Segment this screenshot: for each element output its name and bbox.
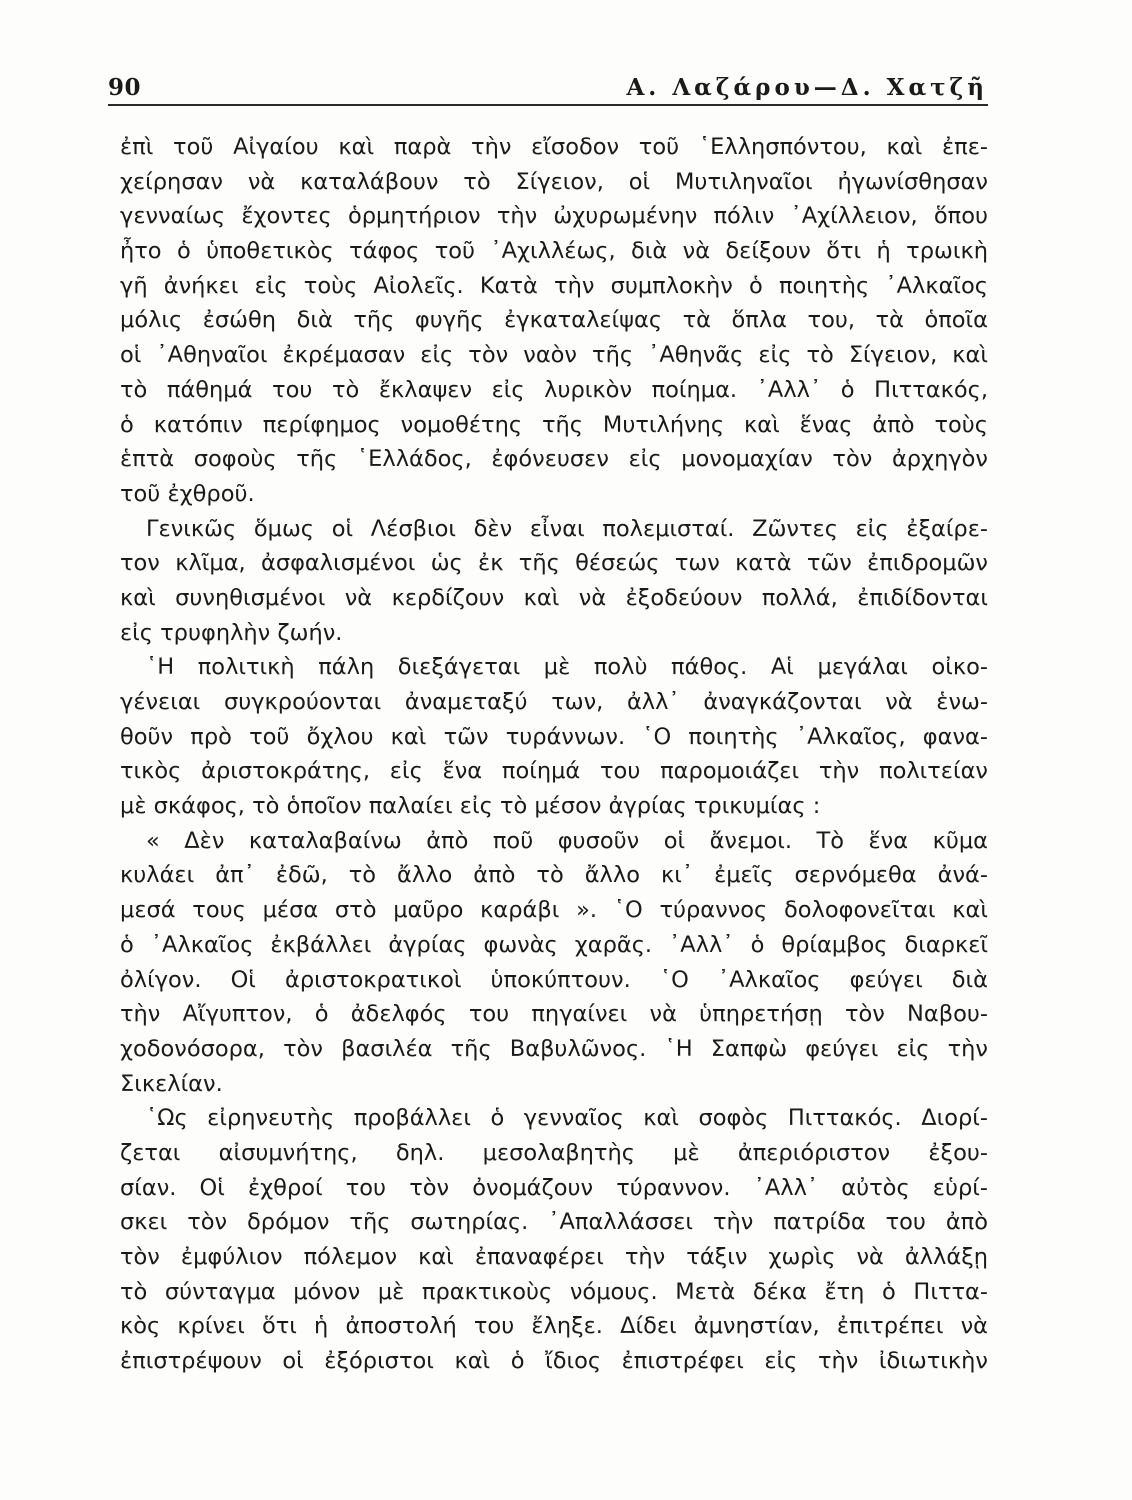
text-line: χοδονόσορα, τὸν βασιλέα τῆς Βαβυλῶνος. ῾Η Σαπφὼ φεύγει εἰς τὴν bbox=[120, 1035, 988, 1062]
text-line: γένειαι συγκρούονται ἀναμεταξύ των, ἀλλ᾿ ἀναγκάζονται νὰ ἑνω- bbox=[120, 689, 988, 715]
text-line: τὴν Αἴγυπτον, ὁ ἀδελφός του πηγαίνει νὰ ὑπηρετήσῃ τὸν Ναβου- bbox=[120, 1001, 988, 1028]
text-line: καὶ συνηθισμένοι νὰ κερδίζουν καὶ νὰ ἐξοδεύουν πολλά, ἐπιδίδονται bbox=[120, 584, 988, 611]
text-line: « Δὲν καταλαβαίνω ἀπὸ ποῦ φυσοῦν οἱ ἄνεμοι. Τὸ ἕνα κῦμα bbox=[146, 827, 988, 854]
running-head: Α. Λαζάρου—Δ. Χατζῆ bbox=[626, 74, 988, 101]
text-line: ἦτο ὁ ὑποθετικὸς τάφος τοῦ ᾿Αχιλλέως, διὰ νὰ δείξουν ὅτι ἡ τρωικὴ bbox=[120, 238, 988, 265]
text-line: τικὸς ἀριστοκράτης, εἰς ἕνα ποίημά του παρομοιάζει τὴν πολιτείαν bbox=[120, 758, 988, 785]
text-line: χείρησαν νὰ καταλάβουν τὸ Σίγειον, οἱ Μυτιληναῖοι ἠγωνίσθησαν bbox=[120, 168, 988, 195]
text-line: Γενικῶς ὅμως οἱ Λέσβιοι δὲν εἶναι πολεμισταί. Ζῶντες εἰς ἐξαίρε- bbox=[146, 515, 988, 542]
text-line: ὁ ᾿Αλκαῖος ἐκβάλλει ἀγρίας φωνὰς χαρᾶς. ᾿Αλλ᾿ ὁ θρίαμβος διαρκεῖ bbox=[120, 931, 988, 958]
text-line: μὲ σκάφος, τὸ ὁποῖον παλαίει εἰς τὸ μέσον ἀγρίας τρικυμίας : bbox=[120, 793, 821, 820]
text-line: οἱ ᾿Αθηναῖοι ἐκρέμασαν εἰς τὸν ναὸν τῆς ᾿Αθηνᾶς εἰς τὸ Σίγειον, καὶ bbox=[120, 342, 988, 369]
text-line: γῆ ἀνήκει εἰς τοὺς Αἰολεῖς. Κατὰ τὴν συμπλοκὴν ὁ ποιητὴς ᾿Αλκαῖος bbox=[120, 272, 988, 299]
page-number: 90 bbox=[108, 74, 142, 101]
body-text bbox=[120, 130, 988, 1379]
text-line: ῾Ως εἰρηνευτὴς προβάλλει ὁ γενναῖος καὶ σοφὸς Πιττακός. Διορί- bbox=[146, 1105, 988, 1132]
text-line: ῾Η πολιτικὴ πάλη διεξάγεται μὲ πολὺ πάθος. Αἱ μεγάλαι οἰκο- bbox=[146, 654, 988, 681]
text-line: ὁ κατόπιν περίφημος νομοθέτης τῆς Μυτιλήνης καὶ ἕνας ἀπὸ τοὺς bbox=[120, 411, 988, 438]
text-line: τὸ σύνταγμα μόνον μὲ πρακτικοὺς νόμους. Μετὰ δέκα ἔτη ὁ Πιττα- bbox=[120, 1278, 988, 1305]
text-line: θοῦν πρὸ τοῦ ὄχλου καὶ τῶν τυράννων. ῾Ο ποιητὴς ᾿Αλκαῖος, φανα- bbox=[120, 723, 988, 750]
text-line: κὸς κρίνει ὅτι ἡ ἀποστολή του ἔληξε. Δίδει ἀμνηστίαν, ἐπιτρέπει νὰ bbox=[120, 1313, 988, 1340]
text-line: τὸν ἐμφύλιον πόλεμον καὶ ἐπαναφέρει τὴν τάξιν χωρὶς νὰ ἀλλάξῃ bbox=[120, 1244, 988, 1270]
text-line: σίαν. Οἱ ἐχθροί του τὸν ὀνομάζουν τύραννον. ᾿Αλλ᾿ αὐτὸς εὑρί- bbox=[120, 1174, 988, 1201]
text-line: σκει τὸν δρόμον τῆς σωτηρίας. ᾿Απαλλάσσει τὴν πατρίδα του ἀπὸ bbox=[120, 1209, 988, 1236]
text-line: τον κλῖμα, ἀσφαλισμένοι ὡς ἐκ τῆς θέσεώς των κατὰ τῶν ἐπιδρομῶν bbox=[120, 550, 988, 577]
text-line: τοῦ ἐχθροῦ. bbox=[120, 480, 255, 507]
text-line: τὸ πάθημά του τὸ ἔκλαψεν εἰς λυρικὸν ποίημα. ᾿Αλλ᾿ ὁ Πιττακός, bbox=[120, 376, 988, 403]
text-line: εἰς τρυφηλὴν ζωήν. bbox=[120, 619, 343, 646]
text-line: γενναίως ἔχοντες ὁρμητήριον τὴν ὠχυρωμένην πόλιν ᾿Αχίλλειον, ὅπου bbox=[120, 203, 988, 230]
text-line: Σικελίαν. bbox=[120, 1070, 223, 1097]
text-line: ὀλίγον. Οἱ ἀριστοκρατικοὶ ὑποκύπτουν. ῾Ο ᾿Αλκαῖος φεύγει διὰ bbox=[120, 966, 988, 993]
text-line: ζεται αἰσυμνήτης, δηλ. μεσολαβητὴς μὲ ἀπεριόριστον ἐξου- bbox=[120, 1139, 988, 1166]
page-header bbox=[108, 70, 988, 106]
text-line: ἐπὶ τοῦ Αἰγαίου καὶ παρὰ τὴν εἴσοδον τοῦ ῾Ελλησπόντου, καὶ ἐπε- bbox=[120, 134, 988, 160]
text-line: μόλις ἐσώθη διὰ τῆς φυγῆς ἐγκαταλείψας τὰ ὅπλα του, τὰ ὁποῖα bbox=[120, 307, 988, 334]
text-line: μεσά τους μέσα στὸ μαῦρο καράβι ». ῾Ο τύραννος δολοφονεῖται καὶ bbox=[120, 897, 988, 924]
text-line: κυλάει ἀπ᾿ ἐδῶ, τὸ ἄλλο ἀπὸ τὸ ἄλλο κι᾿ ἐμεῖς σερνόμεθα ἀνά- bbox=[120, 862, 988, 889]
text-line: ἐπιστρέψουν οἱ ἐξόριστοι καὶ ὁ ἴδιος ἐπιστρέφει εἰς τὴν ἰδιωτικὴν bbox=[120, 1348, 988, 1375]
text-line: ἑπτὰ σοφοὺς τῆς ῾Ελλάδος, ἐφόνευσεν εἰς μονομαχίαν τὸν ἀρχηγὸν bbox=[120, 446, 988, 473]
